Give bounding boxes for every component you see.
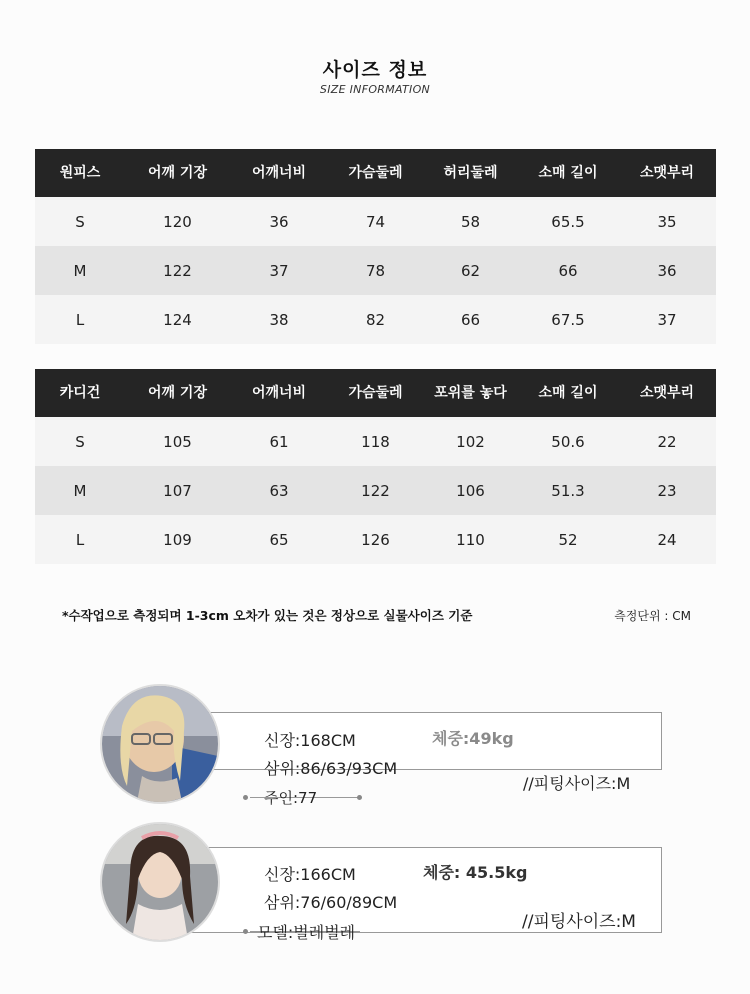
model-weight: 체중:49kg — [432, 729, 514, 748]
model-owner: 주인:77 — [264, 789, 318, 807]
connector-dot — [357, 795, 362, 800]
table-cell: 107 — [125, 466, 230, 515]
table-cell: 24 — [618, 515, 716, 564]
table-cell: 74 — [328, 197, 423, 246]
model-photo-image — [102, 824, 218, 940]
table-cell: 63 — [230, 466, 328, 515]
column-header: 소맷부리 — [618, 149, 716, 197]
table-cell: 61 — [230, 417, 328, 466]
table-cell: 35 — [618, 197, 716, 246]
model-card — [100, 822, 662, 942]
model-photo — [100, 822, 220, 942]
table-row — [35, 417, 716, 466]
column-header: 어깨너비 — [230, 369, 328, 417]
table-header-row — [35, 149, 716, 197]
dress-size-table — [35, 149, 716, 344]
table-cell: 122 — [328, 466, 423, 515]
table-cell: 82 — [328, 295, 423, 344]
table-cell: 118 — [328, 417, 423, 466]
table-cell: 50.6 — [518, 417, 618, 466]
column-header: 허리둘레 — [423, 149, 518, 197]
size-cell: S — [35, 417, 125, 466]
model-height: 신장:168CM — [264, 731, 356, 750]
page-title: 사이즈 정보 — [322, 59, 428, 81]
column-header: 소맷부리 — [618, 369, 716, 417]
model-owner: 모델:벌레벌레 — [257, 923, 356, 942]
column-header: 어깨 기장 — [125, 149, 230, 197]
column-header: 가슴둘레 — [328, 149, 423, 197]
column-header: 어깨너비 — [230, 149, 328, 197]
model-measurements: 삼위:76/60/89CM — [264, 893, 398, 912]
model-weight: 체중: 45.5kg — [423, 863, 528, 882]
model-height: 신장:166CM — [264, 865, 356, 884]
column-header: 가슴둘레 — [328, 369, 423, 417]
table-cell: 122 — [125, 246, 230, 295]
table-cell: 36 — [618, 246, 716, 295]
table-row — [35, 466, 716, 515]
column-header: 원피스 — [35, 149, 125, 197]
table-cell: 58 — [423, 197, 518, 246]
table-cell: 124 — [125, 295, 230, 344]
table-cell: 22 — [618, 417, 716, 466]
column-header: 어깨 기장 — [125, 369, 230, 417]
table-cell: 102 — [423, 417, 518, 466]
size-cell: S — [35, 197, 125, 246]
model-card — [100, 684, 662, 807]
table-cell: 62 — [423, 246, 518, 295]
table-cell: 110 — [423, 515, 518, 564]
column-header: 소매 길이 — [518, 149, 618, 197]
size-cell: L — [35, 295, 125, 344]
table-cell: 66 — [518, 246, 618, 295]
size-cell: M — [35, 246, 125, 295]
size-cell: L — [35, 515, 125, 564]
table-cell: 126 — [328, 515, 423, 564]
table-cell: 36 — [230, 197, 328, 246]
column-header: 소매 길이 — [518, 369, 618, 417]
table-cell: 109 — [125, 515, 230, 564]
table-row — [35, 295, 716, 344]
model-info-box — [160, 712, 662, 770]
cardigan-size-table — [35, 369, 716, 564]
column-header: 카디건 — [35, 369, 125, 417]
table-cell: 105 — [125, 417, 230, 466]
table-cell: 51.3 — [518, 466, 618, 515]
table-cell: 65 — [230, 515, 328, 564]
table-cell: 67.5 — [518, 295, 618, 344]
table-row — [35, 515, 716, 564]
table-cell: 66 — [423, 295, 518, 344]
table-cell: 106 — [423, 466, 518, 515]
model-measurements: 삼위:86/63/93CM — [264, 759, 398, 778]
table-cell: 78 — [328, 246, 423, 295]
table-row — [35, 197, 716, 246]
page-subtitle: SIZE INFORMATION — [319, 83, 431, 96]
table-header-row — [35, 369, 716, 417]
model-photo-image — [102, 686, 218, 802]
table-cell: 38 — [230, 295, 328, 344]
table-cell: 37 — [618, 295, 716, 344]
column-header: 포위를 놓다 — [423, 369, 518, 417]
table-cell: 52 — [518, 515, 618, 564]
table-cell: 23 — [618, 466, 716, 515]
table-cell: 37 — [230, 246, 328, 295]
measurement-unit: 측정단위 : CM — [614, 609, 691, 623]
model-photo — [100, 684, 220, 804]
model-fit-size: //피팅사이즈:M — [523, 774, 631, 793]
size-cell: M — [35, 466, 125, 515]
table-cell: 120 — [125, 197, 230, 246]
table-row — [35, 246, 716, 295]
measurement-note: *수작업으로 측정되며 1-3cm 오차가 있는 것은 정상으로 실물사이즈 기준 — [62, 608, 473, 623]
model-fit-size: //피팅사이즈:M — [522, 912, 636, 932]
connector-dot — [243, 929, 248, 934]
table-cell: 65.5 — [518, 197, 618, 246]
connector-dot — [243, 795, 248, 800]
